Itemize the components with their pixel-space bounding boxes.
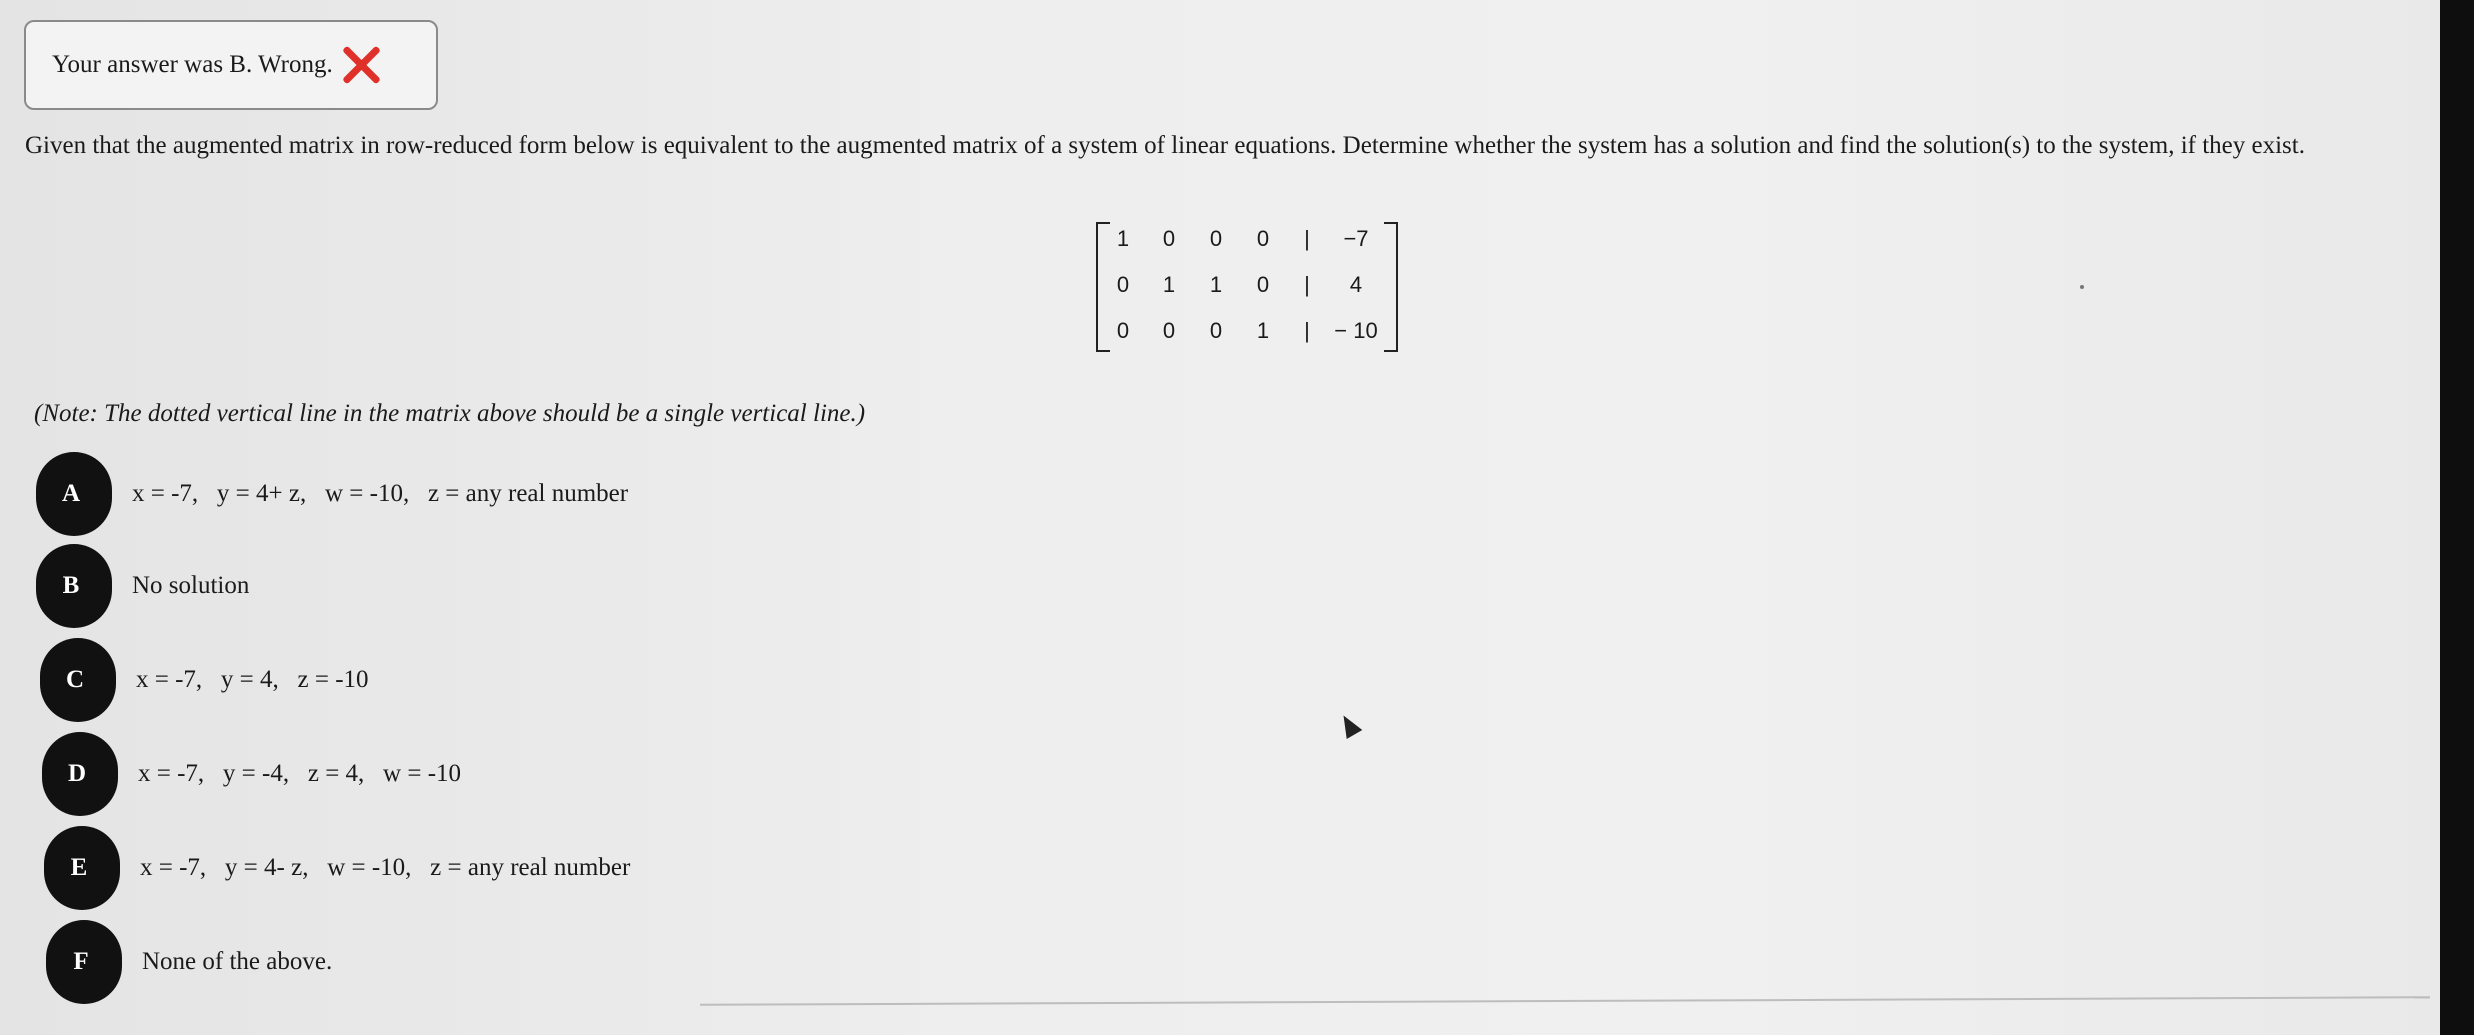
- option-text[interactable]: x = -7, y = -4, z = 4, w = -10: [138, 760, 462, 787]
- option-letter-badge[interactable]: B: [36, 544, 112, 628]
- matrix-cell: −7: [1343, 226, 1369, 251]
- matrix-cell: − 10: [1334, 318, 1378, 343]
- matrix-cell: 1: [1209, 272, 1223, 297]
- matrix-cell: 0: [1116, 318, 1130, 343]
- matrix-divider: |: [1304, 318, 1310, 343]
- right-bracket: [1384, 222, 1398, 352]
- matrix-note: (Note: The dotted vertical line in the matrix above should be a single vertical line.): [34, 400, 866, 427]
- option-f[interactable]: [46, 920, 332, 1004]
- option-e[interactable]: [44, 826, 630, 910]
- option-letter-badge[interactable]: E: [44, 826, 120, 910]
- matrix-cell: 0: [1256, 272, 1270, 297]
- matrix-cell: 0: [1116, 272, 1130, 297]
- augmented-matrix: [1096, 222, 1398, 350]
- option-d[interactable]: [42, 732, 461, 816]
- matrix-cell: 0: [1209, 226, 1223, 251]
- option-a[interactable]: [36, 452, 628, 536]
- option-letter-badge[interactable]: C: [40, 638, 116, 722]
- option-letter-badge[interactable]: D: [42, 732, 118, 816]
- matrix-cell: 0: [1209, 318, 1223, 343]
- red-x-icon: [339, 43, 383, 87]
- option-letter-badge[interactable]: A: [36, 452, 112, 536]
- matrix-cell: 0: [1256, 226, 1270, 251]
- option-text[interactable]: x = -7, y = 4+ z, w = -10, z = any real number: [132, 480, 629, 507]
- option-text[interactable]: x = -7, y = 4, z = -10: [136, 666, 369, 693]
- stray-dot: [2080, 285, 2084, 289]
- matrix-cell: 0: [1162, 226, 1176, 251]
- matrix-cell: 1: [1256, 318, 1270, 343]
- option-c[interactable]: [40, 638, 369, 722]
- option-b[interactable]: [36, 544, 249, 628]
- matrix-cell: 1: [1162, 272, 1176, 297]
- answer-feedback-box: [24, 20, 438, 110]
- question-text: Given that the augmented matrix in row-reduced form below is equivalent to the augmented matrix of a system of linear equations. Determine whether the system has a solution and find the solution(s) to the system, if they exist.: [25, 132, 2305, 159]
- matrix-cell: 4: [1349, 272, 1363, 297]
- option-text[interactable]: No solution: [132, 572, 250, 599]
- feedback-text: Your answer was B. Wrong.: [52, 51, 333, 78]
- mouse-pointer-icon: [1336, 711, 1363, 739]
- divider-line: [700, 996, 2430, 1006]
- matrix-cell: 1: [1116, 226, 1130, 251]
- screen-bezel: [2440, 0, 2474, 1035]
- option-letter-badge[interactable]: F: [46, 920, 122, 1004]
- matrix-divider: |: [1304, 272, 1310, 297]
- matrix-cell: 0: [1162, 318, 1176, 343]
- matrix-divider: |: [1304, 226, 1310, 251]
- option-text[interactable]: x = -7, y = 4- z, w = -10, z = any real number: [140, 854, 631, 881]
- option-text[interactable]: None of the above.: [142, 948, 333, 975]
